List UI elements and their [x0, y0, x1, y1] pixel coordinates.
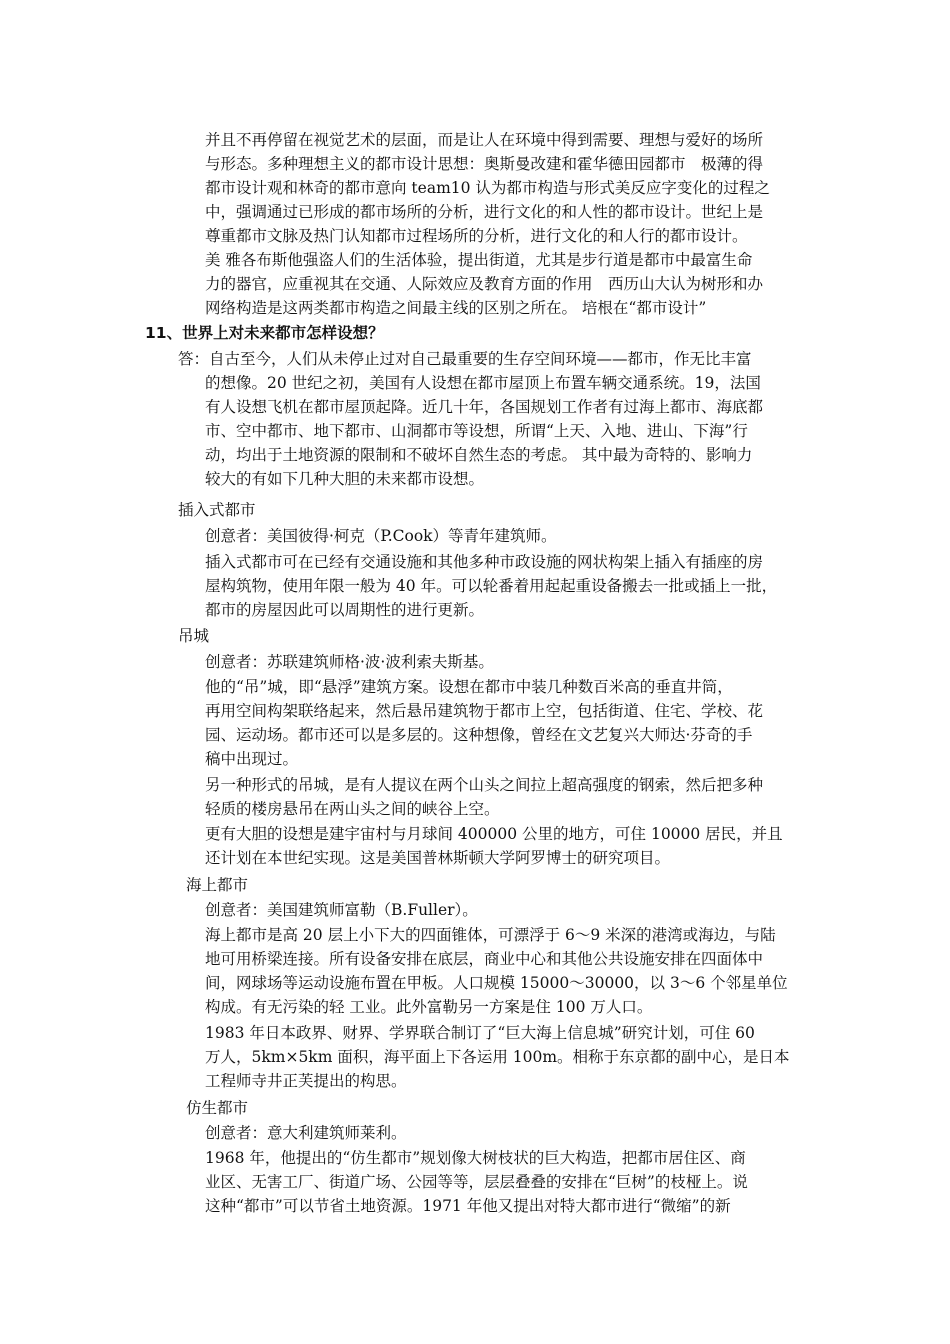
section-line: 创意者：美国彼得·柯克（P.Cook）等青年建筑师。 — [205, 527, 557, 545]
intro-line: 与形态。多种理想主义的都市设计思想：奥斯曼改建和霍华德田园都市 极薄的得 — [205, 155, 764, 173]
answer-line: 动，均出于土地资源的限制和不破坏自然生态的考虑。 其中最为奇特的、影响力 — [205, 446, 753, 464]
answer-line: 市、空中都市、地下都市、山洞都市等设想，所谓“上天、入地、进山、下海”行 — [205, 422, 748, 440]
section-line: 业区、无害工厂、街道广场、公园等等，层层叠叠的安排在“巨树”的枝桠上。说 — [205, 1173, 748, 1191]
intro-line: 力的器官，应重视其在交通、人际效应及教育方面的作用 西历山大认为树形和办 — [205, 275, 764, 293]
section-line: 创意者：苏联建筑师格·波·波利索夫斯基。 — [205, 653, 494, 671]
intro-line: 尊重都市文脉及热门认知都市过程场所的分析，进行文化的和人行的都市设计。 — [205, 227, 748, 245]
section-line: 轻质的楼房悬吊在两山头之间的峡谷上空。 — [205, 800, 500, 818]
section-line: 屋构筑物，使用年限一般为 40 年。可以轮番着用起起重设备搬去一批或插上一批， — [205, 577, 778, 595]
answer-line: 的想像。20 世纪之初，美国有人设想在都市屋顶上布置车辆交通系统。19，法国 — [205, 374, 761, 392]
section-line: 海上都市是高 20 层上小下大的四面锥体，可漂浮于 6～9 米深的港湾或海边，与陆 — [205, 926, 776, 944]
intro-line: 网络构造是这两类都市构造之间最主线的区别之所在。 培根在“都市设计” — [205, 299, 707, 317]
section-line: 还计划在本世纪实现。这是美国普林斯顿大学阿罗博士的研究项目。 — [205, 849, 671, 867]
section-line: 另一种形式的吊城，是有人提议在两个山头之间拉上超高强度的钢索，然后把多种 — [205, 776, 764, 794]
intro-line: 并且不再停留在视觉艺术的层面，而是让人在环境中得到需要、理想与爱好的场所 — [205, 131, 764, 149]
section-line: 1968 年，他提出的“仿生都市”规划像大树枝状的巨大构造，把都市居住区、商 — [205, 1149, 746, 1167]
section-line: 这种“都市”可以节省土地资源。1971 年他又提出对特大都市进行“微缩”的新 — [205, 1197, 731, 1215]
intro-line: 中，强调通过已形成的都市场所的分析，进行文化的和人性的都市设计。世纪上是 — [205, 203, 764, 221]
section-line: 地可用桥梁连接。所有设备安排在底层，商业中心和其他公共设施安排在四面体中 — [205, 950, 764, 968]
section-line: 创意者：意大利建筑师莱利。 — [205, 1124, 407, 1142]
intro-line: 都市设计观和林奇的都市意向 team10 认为都市构造与形式美反应字变化的过程之 — [205, 179, 770, 197]
section-title-sea-city: 海上都市 — [186, 876, 249, 894]
section-title-hanging-city: 吊城 — [178, 627, 210, 645]
question-heading: 11、世界上对未来都市怎样设想？ — [145, 324, 384, 342]
answer-line: 有人设想飞机在都市屋顶起降。近几十年，各国规划工作者有过海上都市、海底都 — [205, 398, 764, 416]
section-line: 间，网球场等运动设施布置在甲板。人口规模 15000～30000，以 3～6 个邻星单位 — [205, 974, 788, 992]
section-line: 构成。有无污染的轻 工业。此外富勒另一方案是住 100 万人口。 — [205, 998, 653, 1016]
answer-line: 答：自古至今，人们从未停止过对自己最重要的生存空间环境——都市，作无比丰富 — [178, 350, 752, 368]
section-line: 都市的房屋因此可以周期性的进行更新。 — [205, 601, 485, 619]
section-line: 万人，5km×5km 面积，海平面上下各运用 100m。相称于东京都的副中心，是日本 — [205, 1048, 790, 1066]
section-line: 园、运动场。都市还可以是多层的。这种想像，曾经在文艺复兴大师达·芬奇的手 — [205, 726, 753, 744]
section-line: 创意者：美国建筑师富勒（B.Fuller）。 — [205, 901, 478, 919]
section-line: 他的“吊”城，即“悬浮”建筑方案。设想在都市中装几种数百米高的垂直井筒， — [205, 678, 733, 696]
section-line: 1983 年日本政界、财界、学界联合制订了“巨大海上信息城”研究计划，可住 60 — [205, 1024, 755, 1042]
section-title-plugin-city: 插入式都市 — [178, 501, 256, 519]
intro-line: 美 雅各布斯他强盗人们的生活体验，提出街道，尤其是步行道是都市中最富生命 — [205, 251, 753, 269]
section-line: 稿中出现过。 — [205, 750, 299, 768]
section-line: 插入式都市可在已经有交通设施和其他多种市政设施的网状构架上插入有插座的房 — [205, 553, 764, 571]
section-line: 再用空间构架联络起来，然后悬吊建筑物于都市上空，包括街道、住宅、学校、花 — [205, 702, 764, 720]
answer-line: 较大的有如下几种大胆的未来都市设想。 — [205, 470, 485, 488]
section-line: 工程师寺井正芙提出的构思。 — [205, 1072, 407, 1090]
section-line: 更有大胆的设想是建宇宙村与月球间 400000 公里的地方，可住 10000 居民，并且 — [205, 825, 783, 843]
section-title-bionic-city: 仿生都市 — [186, 1099, 249, 1117]
